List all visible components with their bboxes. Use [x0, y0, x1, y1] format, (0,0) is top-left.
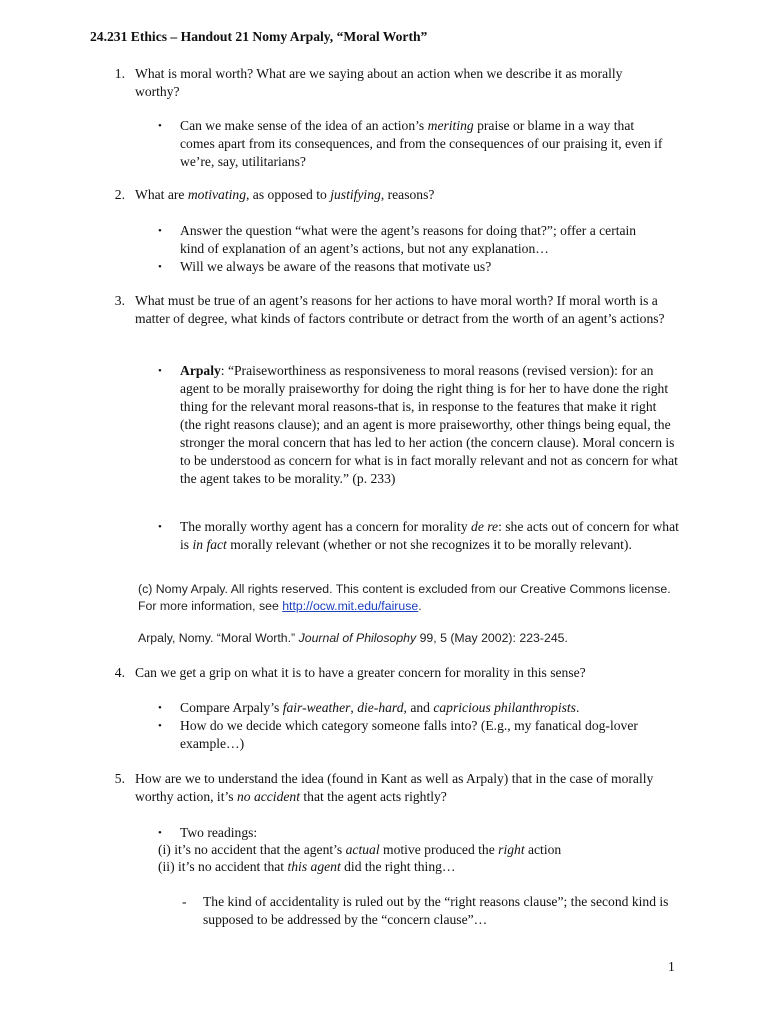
- bullet-item: Can we make sense of the idea of an action’s meriting praise or blame in a way that comes apart from its consequences, and from the consequences of our praising it, even if we’re, say, utilitarians?: [180, 118, 663, 169]
- bullet-item: Answer the question “what were the agent’s reasons for doing that?”; offer a certain kind of explanation of an agent’s actions, but not any explanation…: [180, 223, 637, 256]
- citation: Arpaly, Nomy. “Moral Worth.” Journal of Philosophy 99, 5 (May 2002): 223-245.: [138, 631, 568, 645]
- item-question: How are we to understand the idea (found in Kant as well as Arpaly) that in the case of morally worthy action, it’s no accident that the agent acts rightly?: [135, 771, 654, 804]
- bullet-marker: •: [158, 521, 162, 533]
- bullet-item: Compare Arpaly’s fair-weather, die-hard, and capricious philanthropists.: [180, 700, 580, 715]
- item-question: What must be true of an agent’s reasons for her actions to have moral worth? If moral worth is a matter of degree, what kinds of factors contribute or detract from the worth of an agent’s actions?: [135, 293, 665, 326]
- bullet-marker: •: [158, 827, 162, 839]
- reading-item: (ii) it’s no accident that this agent did the right thing…: [158, 859, 456, 874]
- bullet-item: Will we always be aware of the reasons that motivate us?: [180, 259, 492, 274]
- bullet-marker: •: [158, 261, 162, 273]
- item-question: What are motivating, as opposed to justifying, reasons?: [135, 187, 435, 202]
- bullet-item: The morally worthy agent has a concern for morality de re: she acts out of concern for what is in fact morally relevant (whether or not she recognizes it to be morally relevant).: [180, 519, 679, 552]
- page-number: 1: [668, 959, 675, 974]
- fairuse-link[interactable]: http://ocw.mit.edu/fairuse: [282, 599, 419, 613]
- bullet-marker: •: [158, 365, 162, 377]
- item-question: Can we get a grip on what it is to have a greater concern for morality in this sense?: [135, 665, 586, 680]
- dash-item: The kind of accidentality is ruled out by the “right reasons clause”; the second kind is supposed to be addressed by the “concern clause”…: [203, 894, 669, 927]
- bullet-item: Arpaly: “Praiseworthiness as responsiveness to moral reasons (revised version): for an agent to be morally praiseworthy for doing the right thing is for her to have done the right thing for the relevant moral reasons-that is, in response to the features that make it right (the right reasons clause); and an agent is more praiseworthy, other things being equal, the stronger the moral concern that has led to her action (the concern clause). Moral concern is to be understood as concern for what is in fact morally relevant and not as concern for what the agent takes to be morality.” (p. 233): [180, 363, 678, 486]
- item-number: 2.: [114, 187, 125, 202]
- item-number: 5.: [114, 771, 125, 786]
- item-question: What is moral worth? What are we saying about an action when we describe it as morally worthy?: [135, 66, 623, 99]
- page-title: 24.231 Ethics – Handout 21 Nomy Arpaly, “Moral Worth”: [90, 29, 428, 44]
- bullet-item: Two readings:: [180, 825, 258, 840]
- item-number: 4.: [114, 665, 125, 680]
- item-number: 1.: [114, 66, 125, 81]
- item-number: 3.: [114, 293, 125, 308]
- copyright-line: (c) Nomy Arpaly. All rights reserved. This content is excluded from our Creative Commons license.: [138, 582, 671, 596]
- bullet-marker: •: [158, 702, 162, 714]
- bullet-marker: •: [158, 720, 162, 732]
- bullet-item: How do we decide which category someone falls into? (E.g., my fanatical dog-lover example…): [180, 718, 638, 751]
- reading-item: (i) it’s no accident that the agent’s actual motive produced the right action: [158, 842, 562, 857]
- bullet-marker: •: [158, 225, 162, 237]
- dash-marker: -: [182, 894, 187, 909]
- bullet-marker: •: [158, 120, 162, 132]
- copyright-more-info: For more information, see http://ocw.mit.edu/fairuse.: [138, 599, 422, 613]
